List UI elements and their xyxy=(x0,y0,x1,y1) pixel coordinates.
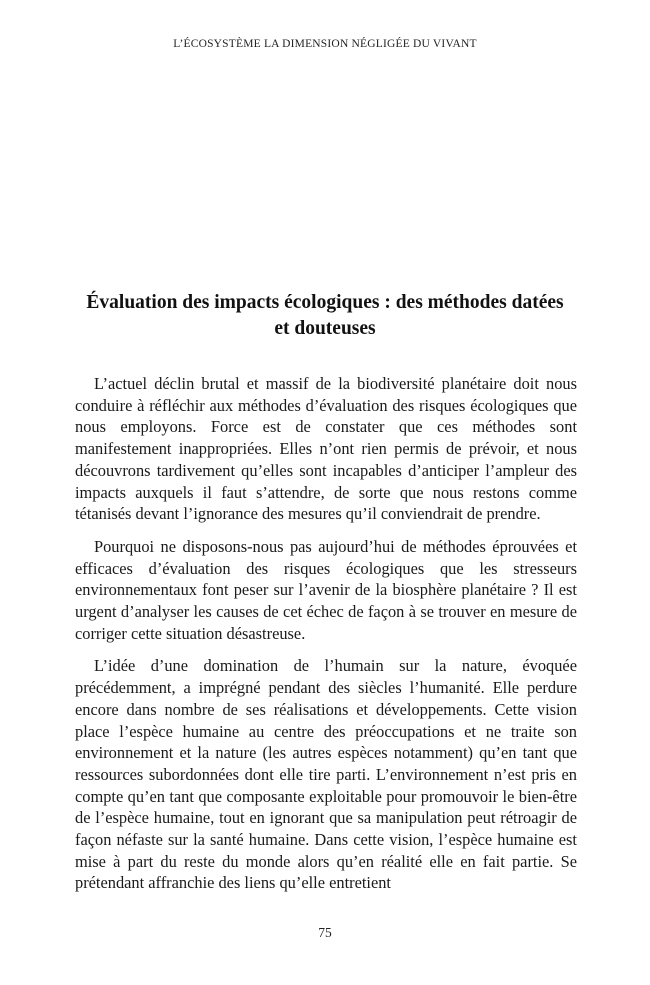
page-number: 75 xyxy=(318,925,332,940)
body-text xyxy=(75,373,577,905)
running-header: L’ÉCOSYSTÈME LA DIMENSION NÉGLIGÉE DU VIVANT xyxy=(173,38,477,50)
paragraph-2: Pourquoi ne disposons-nous pas aujourd’hui de méthodes éprouvées et efficaces d’évaluation des risques écologiques que les stresseurs environnementaux font peser sur l’avenir de la biosphère planétaire ? Il est urgent d’analyser les causes de cet échec de façon à se trouver en mesure de corriger cette situation désastreuse. xyxy=(75,536,577,643)
chapter-title: Évaluation des impacts écologiques : des méthodes datées et douteuses xyxy=(86,292,564,339)
paragraph-3: L’idée d’une domination de l’humain sur la nature, évoquée précédemment, a imprégné pendant des siècles l’humanité. Elle perdure encore dans nombre de ses réalisations et développements. Cette vision place l’espèce humaine au centre des préoccupations et ne traite son environnement et la nature (les autres espèces notamment) qu’en tant que ressources subordonnées dont elle tire parti. L’environnement n’est pris en compte qu’en tant que composante exploitable pour promouvoir le bien-être de l’espèce humaine, tout en ignorant que sa manipulation peut rétroagir de façon néfaste sur la santé humaine. Dans cette vision, l’espèce humaine est mise à part du reste du monde alors qu’en réalité elle en fait partie. Se prétendant affranchie des liens qu’elle entretient xyxy=(75,656,577,893)
paragraph-1: L’actuel déclin brutal et massif de la biodiversité planétaire doit nous conduire à réfléchir aux méthodes d’évaluation des risques écologiques que nous employons. Force est de constater que ces méthodes sont manifestement inappropriées. Elles n’ont rien permis de prévoir, et nous découvrons tardivement qu’elles sont incapables d’anticiper l’ampleur des impacts auxquels il faut s’attendre, de sorte que nous restons comme tétanisés devant l’ignorance des mesures qu’il conviendrait de prendre. xyxy=(75,374,577,524)
